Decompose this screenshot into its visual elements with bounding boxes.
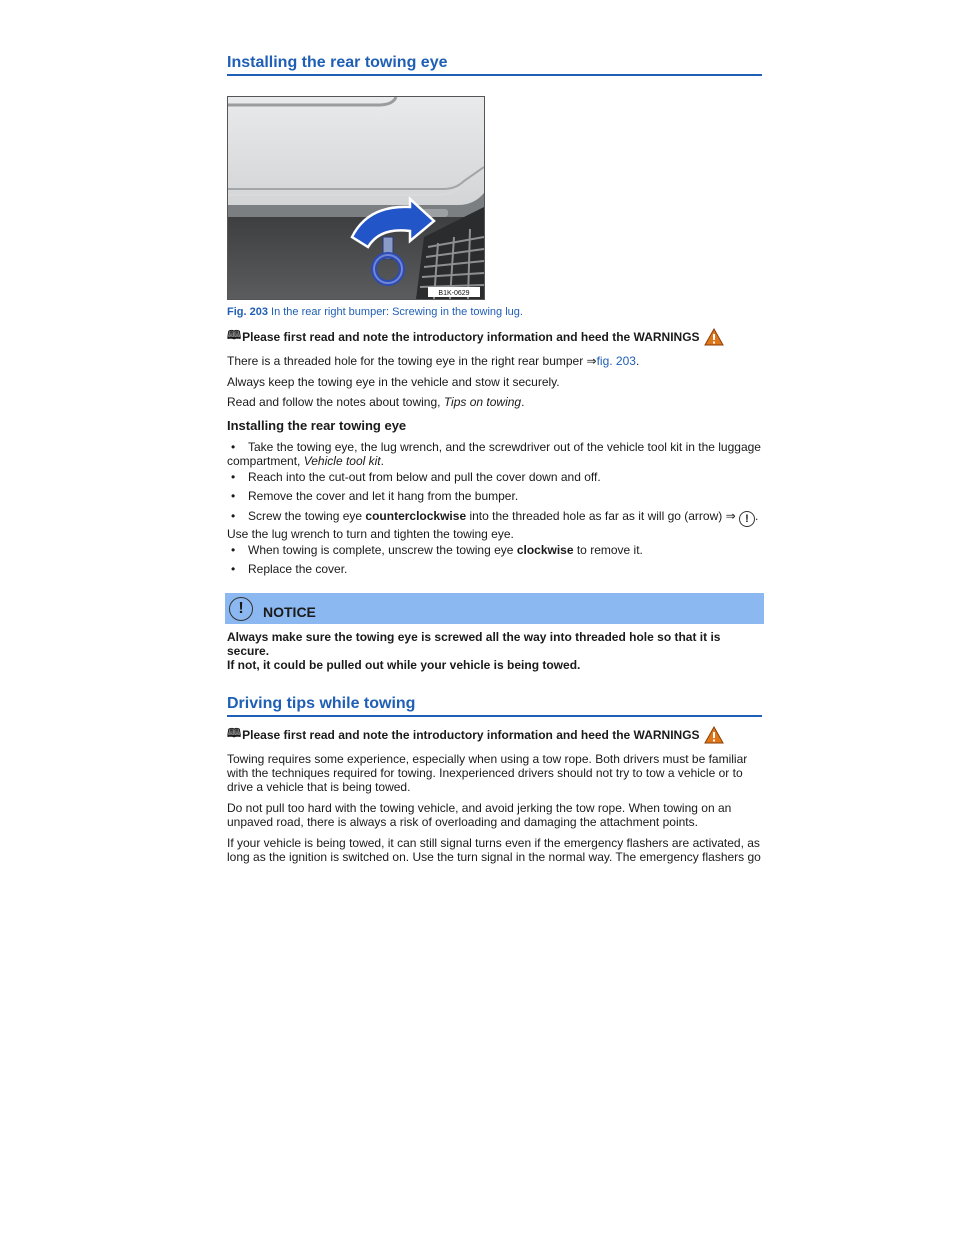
paragraph-do-not-pull <box>227 801 762 829</box>
paragraph-keep-towing-eye: Always keep the towing eye in the vehicle and stow it securely. <box>227 375 560 389</box>
intro-note-1 <box>227 326 762 347</box>
p3-line-2: long as the ignition is switched on. Use the turn signal in the normal way. The emergency flashers go <box>227 850 761 864</box>
p2-line-1: Do not pull too hard with the towing vehicle, and avoid jerking the tow rope. When towing on an <box>227 801 732 815</box>
intro-note-2 <box>227 724 762 745</box>
paragraph-tips-towing <box>227 395 762 409</box>
step-4-line2: Use the lug wrench to turn and tighten the towing eye. <box>227 527 514 541</box>
section-title-rear-towing-eye: Installing the rear towing eye <box>227 54 762 76</box>
para1-end: . <box>635 354 640 368</box>
p1-line-1: Towing requires some experience, especially when using a tow rope. Both drivers must be familiar <box>227 752 748 766</box>
step-4-a: Screw the towing eye <box>248 509 366 523</box>
step-5-bold: clockwise <box>516 543 574 557</box>
figure-rear-bumper <box>227 96 485 300</box>
steps-list-5 <box>227 543 762 557</box>
step-1-line2: compartment, <box>227 454 304 468</box>
notice-label: NOTICE <box>263 603 316 620</box>
notice-line-1: Always make sure the towing eye is screwed all the way into threaded hole so that it is secure. <box>227 630 721 658</box>
warning-triangle-icon[interactable] <box>704 328 724 346</box>
step-3-text: Remove the cover and let it hang from the bumper. <box>248 489 519 503</box>
figure-caption-text: In the rear right bumper: Screwing in the towing lug. <box>267 306 523 318</box>
paragraph-threaded-hole <box>227 354 762 368</box>
step-1-cont <box>227 454 762 468</box>
bullet: • <box>231 470 236 484</box>
p2-line-2: unpaved road, there is always a risk of overloading and damaging the attachment points. <box>227 815 698 829</box>
step-5-a: When towing is complete, unscrew the towing eye <box>248 543 517 557</box>
step-1 <box>227 440 762 454</box>
figure-caption <box>227 306 762 318</box>
step-5-b: to remove it. <box>573 543 643 557</box>
section-title-driving-tips: Driving tips while towing <box>227 695 762 717</box>
steps-list-2 <box>227 470 762 484</box>
intro-text-1: Please first read and note the introductory information and heed the WARNINGS <box>242 329 700 344</box>
para1-text: There is a threaded hole for the towing eye in the right rear bumper ⇒ <box>227 354 597 368</box>
subheading-installing: Installing the rear towing eye <box>227 418 407 433</box>
bullet: • <box>231 489 236 503</box>
para3-end: . <box>521 395 525 409</box>
bullet: • <box>231 543 236 557</box>
paragraph-signal-turns <box>227 836 762 864</box>
bumper-illustration <box>228 97 484 299</box>
step-6-text: Replace the cover. <box>248 562 348 576</box>
notice-header <box>225 593 764 624</box>
step-4-cont <box>227 527 762 541</box>
step-4-b: into the threaded hole as far as it will go (arrow) ⇒ <box>466 509 736 523</box>
step-2 <box>227 470 762 484</box>
steps-list-4 <box>227 509 762 541</box>
figure-code: B1K-0629 <box>438 290 470 297</box>
step-1-line1: Take the towing eye, the lug wrench, and the screwdriver out of the vehicle tool kit in the luggage <box>248 440 761 454</box>
step-1-end: . <box>380 454 384 468</box>
step-5 <box>227 543 762 557</box>
intro-text-2: Please first read and note the introductory information and heed the WARNINGS <box>242 727 700 742</box>
step-4-bold: counterclockwise <box>365 509 467 523</box>
fig-203-link[interactable]: fig. 203 <box>596 354 636 368</box>
bullet: • <box>231 509 236 523</box>
step-2-text: Reach into the cut-out from below and pull the cover down and off. <box>248 470 601 484</box>
warning-triangle-icon[interactable] <box>704 726 724 744</box>
steps-list <box>227 440 762 468</box>
tips-on-towing-ref[interactable]: Tips on towing <box>443 395 522 409</box>
p1-line-2: with the techniques required for towing. Inexperienced drivers should not try to tow a vehicle or to <box>227 766 743 780</box>
steps-list-6 <box>227 562 762 576</box>
p1-line-3: drive a vehicle that is being towed. <box>227 780 411 794</box>
step-4-end: . <box>754 509 759 523</box>
book-icon: 🕮 <box>227 726 242 740</box>
figure-label: Fig. 203 <box>227 306 268 318</box>
bullet: • <box>231 440 236 454</box>
bullet: • <box>231 562 236 576</box>
steps-list-3 <box>227 489 762 503</box>
notice-icon: ! <box>229 597 253 621</box>
step-6 <box>227 562 762 576</box>
book-icon: 🕮 <box>227 328 242 342</box>
vehicle-tool-kit-ref[interactable]: Vehicle tool kit <box>303 454 381 468</box>
para3-text: Read and follow the notes about towing, <box>227 395 444 409</box>
step-3 <box>227 489 762 503</box>
step-4 <box>227 509 762 527</box>
notice-exclamation-icon[interactable]: ! <box>739 511 755 527</box>
notice-line-2: If not, it could be pulled out while your vehicle is being towed. <box>227 658 581 672</box>
notice-text <box>227 630 762 672</box>
p3-line-1: If your vehicle is being towed, it can still signal turns even if the emergency flashers are activated, as <box>227 836 760 850</box>
paragraph-experience <box>227 752 762 794</box>
